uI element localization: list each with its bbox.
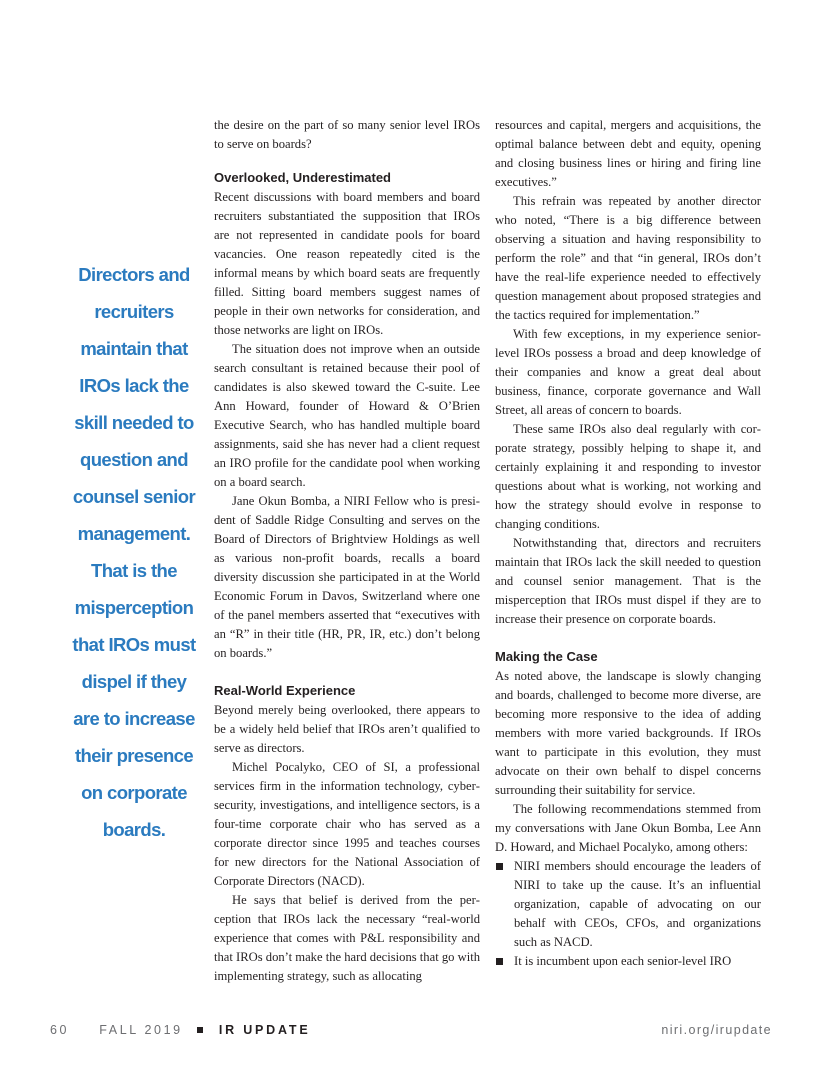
- pull-quote-line: dispel if they: [81, 671, 187, 692]
- body-paragraph: Notwithstanding that, directors and recruiters maintain that IROs lack the skill needed to question and counsel senior management. That is the misperception that IROs must dispel if they are to increase their presence on corporate boards.: [495, 536, 761, 626]
- body-paragraph: resources and capital, mergers and acquisitions, the optimal balance between debt and equity, opening and closing business lines or hiring and firing line executives.”: [495, 118, 761, 189]
- list-item: [495, 952, 761, 971]
- pull-quote-line: on corporate: [81, 782, 187, 803]
- section-heading: Real-World Experience: [214, 683, 356, 698]
- body-paragraph: Beyond merely being overlooked, there appears to be a widely held belief that IROs aren’t qualified to serve as directors.: [214, 703, 480, 755]
- pull-quote-line: management.: [77, 523, 191, 544]
- footer-url[interactable]: niri.org/irupdate: [661, 1023, 772, 1037]
- footer-folio: [50, 1023, 310, 1037]
- bullet-icon: [496, 863, 503, 870]
- pull-quote: [70, 256, 198, 848]
- body-paragraph: This refrain was repeated by another director who noted, “There is a big difference between observing a situation and having responsibility to perform the role” and that “in general, IROs don’t have the real-life experience needed to effectively question management about proposed strategies and the tactics required for implementation.”: [495, 194, 761, 322]
- publication-name: IR UPDATE: [218, 1023, 311, 1037]
- body-paragraph: These same IROs also deal regularly with corporate strategy, possibly helping to shape it, and certainly explaining it and responding to investor questions about what is working, not working and how the strategy should evolve in response to changing conditions.: [495, 422, 761, 531]
- pull-quote-line: maintain that: [80, 338, 188, 359]
- body-paragraph: The following recommendations stemmed from my conversations with Jane Okun Bomba, Lee Ann D. Howard, and Michael Pocalyko, among others:: [495, 802, 761, 854]
- body-paragraph: As noted above, the landscape is slowly changing and boards, challenged to become more diverse, are becoming more responsive to the idea of adding members with more varied backgrounds. If IROs want to participate in this evolution, they must advocate on their own behalf to dispel concerns surrounding their suitability for service.: [495, 669, 761, 797]
- pull-quote-line: question and: [80, 449, 188, 470]
- page-footer: [50, 1023, 772, 1039]
- section-heading: Overlooked, Underestimated: [214, 170, 391, 185]
- pull-quote-line: IROs lack the: [79, 375, 189, 396]
- section-heading: Making the Case: [495, 649, 598, 664]
- pull-quote-line: misperception: [74, 597, 194, 618]
- pull-quote-line: That is the: [91, 560, 177, 581]
- bullet-icon: [496, 958, 503, 965]
- recommendation-list: [495, 857, 761, 971]
- separator-square-icon: [197, 1027, 203, 1033]
- body-paragraph: the desire on the part of so many senior level IROs to serve on boards?: [214, 118, 480, 151]
- body-paragraph: The situation does not improve when an outside search consultant is retained because their pool of candidates is also skewed toward the C-suite. Lee Ann Howard, founder of Howard & O’Brien Executive Search, who has handled multiple board assignments, said she has never had a client request an IRO profile for the candidate pool when working on a board search.: [214, 342, 480, 489]
- pull-quote-line: skill needed to: [74, 412, 194, 433]
- body-paragraph: Jane Okun Bomba, a NIRI Fellow who is president of Saddle Ridge Consulting and serves on the Board of Directors of Brightview Holdings as well as various non-profit boards, recalls a board diversity discussion she participated in at the World Economic Forum in Davos, Switzerland where one of the panel members asserted that “executives with an “R” in their title (HR, PR, IR, etc.) don’t belong on boards.”: [214, 494, 480, 660]
- body-paragraph: He says that belief is derived from the perception that IROs lack the necessary “real-world experience that comes with P&L responsibility and that IROs don’t make the hard decisions that go with implementing strategy, such as allocating: [214, 893, 480, 983]
- pull-quote-line: are to increase: [73, 708, 195, 729]
- body-paragraph: With few exceptions, in my experience senior-level IROs possess a broad and deep knowledge of their companies and know a great deal about business, finance, corporate governance and Wall Street, all areas of concern to boards.: [495, 327, 761, 417]
- article-column-2: [495, 116, 761, 971]
- pull-quote-line: their presence: [74, 745, 194, 766]
- pull-quote-line: recruiters: [94, 301, 174, 322]
- list-item: [495, 857, 761, 952]
- body-paragraph: Recent discussions with board members and board recruiters substantiated the supposition that IROs are not represented in candidate pools for board vacancies. One reason repeatedly cited is the informal means by which board seats are frequently filled. Sitting board members suggest names of people in their own networks for consideration, and those networks are light on IROs.: [214, 190, 480, 337]
- pull-quote-line: counsel senior: [72, 486, 196, 507]
- body-paragraph: Michel Pocalyko, CEO of SI, a professional services firm in the information technology, cybersecurity, investigations, and intelligence sectors, is a four-time corporate chair who has served as a corporate director since 1995 and teaches courses for new directors for the National Association of Corporate Directors (NACD).: [214, 760, 480, 888]
- list-item-text: It is incumbent upon each senior-level IRO: [514, 954, 732, 968]
- article-column-1: [214, 116, 480, 986]
- page-number: 60: [50, 1023, 70, 1037]
- pull-quote-line: boards.: [102, 819, 166, 840]
- list-item-text: NIRI members should encourage the leaders of NIRI to take up the cause. It’s an influential organization, capable of advocating on our behalf with CEOs, CFOs, and organizations such as NACD.: [514, 859, 761, 949]
- pull-quote-line: Directors and: [78, 264, 190, 285]
- pull-quote-line: that IROs must: [72, 634, 196, 655]
- issue-label: FALL 2019: [99, 1023, 183, 1037]
